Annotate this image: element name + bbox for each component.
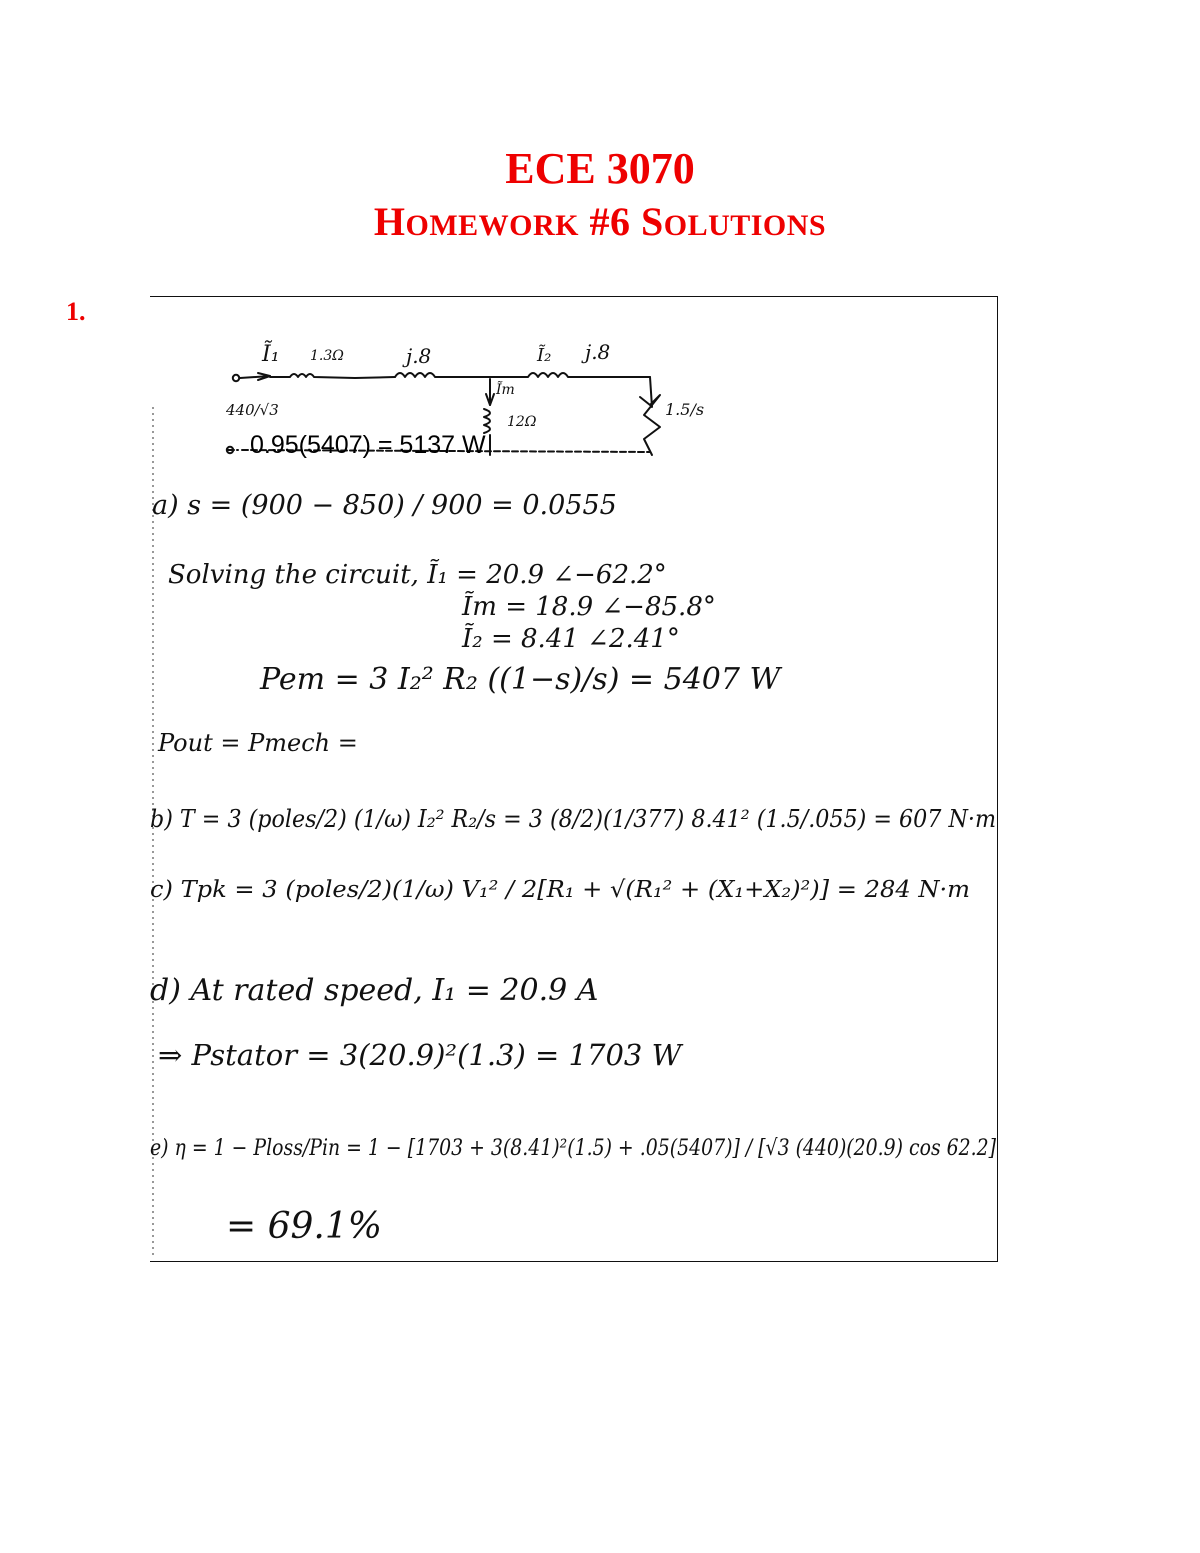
title-rest-solutions: OLUTIONS (663, 209, 827, 242)
label-r1: 1.3Ω (310, 348, 344, 364)
title-rest-homework: OMEWORK (405, 209, 579, 242)
part-a-pout-label: Pout = Pmech = (158, 729, 358, 757)
part-a-slip: a) s = (900 − 850) / 900 = 0.0555 (152, 490, 617, 521)
label-im: Ĩm (496, 382, 515, 398)
part-a-solve-i1: Solving the circuit, Ĩ₁ = 20.9 ∠−62.2° (168, 560, 667, 590)
part-d-rated-current: d) At rated speed, I₁ = 20.9 A (150, 973, 599, 1008)
terminal-top (233, 375, 239, 381)
part-a-pem: Pem = 3 I₂² R₂ ((1−s)/s) = 5407 W (260, 662, 781, 697)
resistor-r1 (270, 374, 395, 378)
label-r2: 1.5/s (665, 400, 705, 419)
title-cap-h: H (373, 199, 406, 244)
inductor-x1 (395, 373, 495, 377)
part-a-im: Ĩm = 18.9 ∠−85.8° (462, 592, 716, 622)
part-e-efficiency: e) η = 1 − Ploss/Pin = 1 − [1703 + 3(8.41)²(1.5) + .05(5407)] / [√3 (440)(20.9) cos 62.2] (150, 1136, 997, 1161)
assignment-title (0, 198, 1200, 245)
typed-pout-value: 0.95(5407) = 5137 W (250, 431, 486, 459)
title-cap-s: S (640, 199, 664, 244)
part-e-result: = 69.1% (226, 1206, 382, 1247)
part-c-peak-torque: c) Tpk = 3 (poles/2)(1/ω) V₁² / 2[R₁ + √(R₁² + (X₁+X₂)²)] = 284 N·m (150, 877, 970, 903)
part-a-i2: Ĩ₂ = 8.41 ∠2.41° (462, 624, 680, 654)
part-b-torque: b) T = 3 (poles/2) (1/ω) I₂² R₂/s = 3 (8/2)(1/377) 8.41² (1.5/.055) = 607 N·m (150, 805, 996, 833)
label-x2: j.8 (585, 340, 611, 364)
label-i2: Ĩ₂ (537, 345, 552, 366)
inductor-x2 (495, 373, 650, 377)
resistor-r2 (640, 395, 660, 455)
label-x1: j.8 (406, 344, 432, 368)
part-d-stator-loss: ⇒ Pstator = 3(20.9)²(1.3) = 1703 W (158, 1038, 682, 1072)
label-xm: 12Ω (507, 414, 537, 430)
label-i1: Ĩ₁ (262, 342, 280, 367)
problem-number: 1. (66, 297, 86, 326)
title-number: #6 (589, 199, 631, 244)
course-title: ECE 3070 (505, 144, 695, 193)
label-v1: 440/√3 (226, 401, 279, 419)
inductor-xm (484, 409, 490, 433)
